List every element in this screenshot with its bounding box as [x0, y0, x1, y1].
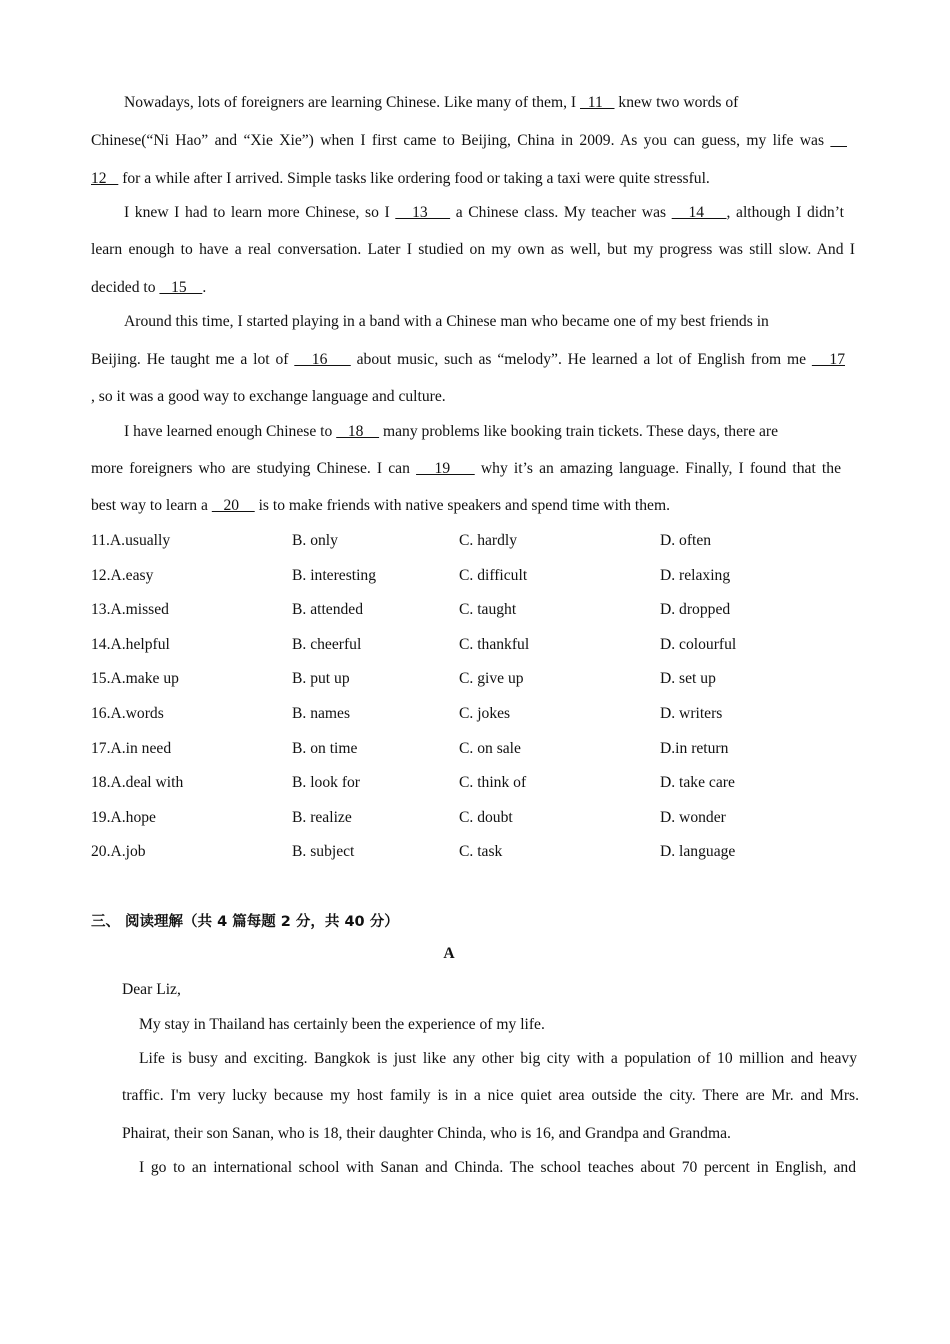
passage-line [139, 1049, 857, 1069]
answer-option: C. give up [459, 670, 524, 688]
answer-option: D.in return [660, 739, 729, 757]
text-segment: about music, such as “melody”. He learned a lot of English from me [350, 351, 812, 368]
answer-option: D. colourful [660, 635, 737, 653]
text-segment: knew two words of [614, 94, 739, 111]
cloze-line [91, 350, 845, 370]
text-segment: Chinese(“Ni Hao” and “Xie Xie”) when I first came to Beijing, China in 2009. As you can guess, my life was [91, 132, 831, 149]
answer-option: C. taught [459, 601, 517, 619]
text-segment: My stay in Thailand has certainly been the experience of my life. [139, 1016, 545, 1033]
answer-option: D. dropped [660, 601, 731, 619]
text-segment: , so it was a good way to exchange language and culture. [91, 388, 446, 405]
answer-option: C. difficult [459, 566, 528, 584]
cloze-line [91, 387, 446, 407]
answer-option: C. hardly [459, 532, 518, 549]
answer-option: D. writers [660, 705, 723, 722]
answer-blank: 12 [91, 170, 119, 187]
answer-option: B. only [292, 532, 338, 549]
passage-line [122, 1086, 859, 1106]
answer-blank: 16 [294, 351, 351, 368]
answer-blank: 11 [579, 94, 615, 111]
passage-line [122, 980, 181, 1000]
answer-blank: 13 [395, 204, 451, 221]
answer-option: 14.A.helpful [91, 635, 170, 653]
answer-option: 17.A.in need [91, 739, 172, 757]
answer-blank: 15 [159, 279, 203, 296]
answer-option: D. wonder [660, 808, 726, 826]
text-segment: best way to learn a [91, 497, 212, 514]
answer-option: B. on time [292, 739, 358, 757]
answer-option: 20.A.job [91, 843, 146, 861]
text-segment: for a while after I arrived. Simple tasks like ordering food or taking a taxi were quite stressful. [118, 170, 710, 187]
text-segment: Dear Liz, [122, 981, 181, 998]
answer-option: D. take care [660, 774, 735, 792]
answer-blank: 20 [211, 497, 255, 514]
answer-option: D. often [660, 532, 712, 549]
answer-blank: 14 [671, 204, 727, 221]
text-segment: traffic. I'm very lucky because my host family is in a nice quiet area outside the city. There are Mr. and Mrs. [122, 1087, 859, 1104]
cloze-line [124, 312, 769, 332]
cloze-line [91, 240, 855, 260]
text-segment: I knew I had to learn more Chinese, so I [124, 204, 396, 221]
text-segment: Nowadays, lots of foreigners are learning Chinese. Like many of them, I [124, 94, 580, 111]
cloze-line [124, 422, 778, 442]
answer-option: C. task [459, 843, 503, 861]
answer-option: 12.A.easy [91, 566, 154, 584]
passage-line [139, 1158, 856, 1178]
answer-option: C. think of [459, 774, 527, 792]
text-segment: Life is busy and exciting. Bangkok is just like any other big city with a population of 10 million and heavy [139, 1050, 857, 1067]
answer-option: D. language [660, 843, 736, 861]
answer-option: 18.A.deal with [91, 774, 184, 792]
answer-option: B. names [292, 705, 351, 722]
text-segment: Phairat, their son Sanan, who is 18, their daughter Chinda, who is 16, and Grandpa and Grandma. [122, 1125, 731, 1142]
text-segment: a Chinese class. My teacher was [450, 204, 672, 221]
text-segment: is to make friends with native speakers and spend time with them. [254, 497, 671, 514]
text-segment: I have learned enough Chinese to [124, 423, 337, 440]
text-segment: many problems like booking train tickets. These days, there are [379, 423, 779, 440]
cloze-line [91, 459, 841, 479]
answer-option: B. put up [292, 670, 350, 688]
answer-option: C. jokes [459, 705, 511, 722]
answer-option: C. thankful [459, 635, 530, 653]
answer-blank: 18 [336, 423, 380, 440]
text-segment: more foreigners who are studying Chinese. I can [91, 460, 417, 477]
text-segment: . [202, 279, 207, 296]
answer-option: 16.A.words [91, 705, 164, 722]
answer-option: B. realize [292, 808, 352, 826]
cloze-line [91, 278, 206, 298]
text-segment: I go to an international school with Sanan and Chinda. The school teaches about 70 percent in English, and [139, 1159, 856, 1176]
passage-line [122, 1124, 731, 1144]
text-segment: why it’s an amazing language. Finally, I found that the [474, 460, 841, 477]
answer-option: C. doubt [459, 808, 513, 826]
answer-option: 13.A.missed [91, 601, 169, 619]
answer-blank: 19 [416, 460, 475, 477]
answer-option: B. interesting [292, 566, 377, 584]
cloze-line [91, 131, 847, 151]
answer-option: B. attended [292, 601, 364, 619]
answer-option: B. cheerful [292, 635, 362, 653]
cloze-line [91, 496, 670, 516]
cloze-line [124, 93, 738, 113]
text-segment: , although I didn’t [726, 204, 844, 221]
answer-option: 11.A.usually [91, 532, 171, 549]
answer-option: C. on sale [459, 739, 521, 757]
text-segment: learn enough to have a real conversation. Later I studied on my own as well, but my progress was still slow. And I [91, 241, 855, 258]
answer-option: D. set up [660, 670, 716, 688]
passage-label: A [443, 945, 455, 962]
answer-option: D. relaxing [660, 566, 731, 584]
text-segment: decided to [91, 279, 160, 296]
text-segment: Beijing. He taught me a lot of [91, 351, 295, 368]
cloze-line [91, 169, 710, 189]
answer-option: B. subject [292, 843, 355, 861]
answer-option: 15.A.make up [91, 670, 179, 688]
answer-blank: 17 [811, 351, 845, 368]
passage-line [139, 1015, 545, 1035]
reading-section-heading: 三、 阅读理解（共 4 篇每题 2 分，共 40 分） [91, 914, 399, 930]
cloze-line [124, 203, 844, 223]
answer-blank [830, 132, 847, 149]
answer-option: 19.A.hope [91, 808, 156, 826]
text-segment: Around this time, I started playing in a band with a Chinese man who became one of my best friends in [124, 313, 769, 330]
answer-option: B. look for [292, 774, 361, 792]
